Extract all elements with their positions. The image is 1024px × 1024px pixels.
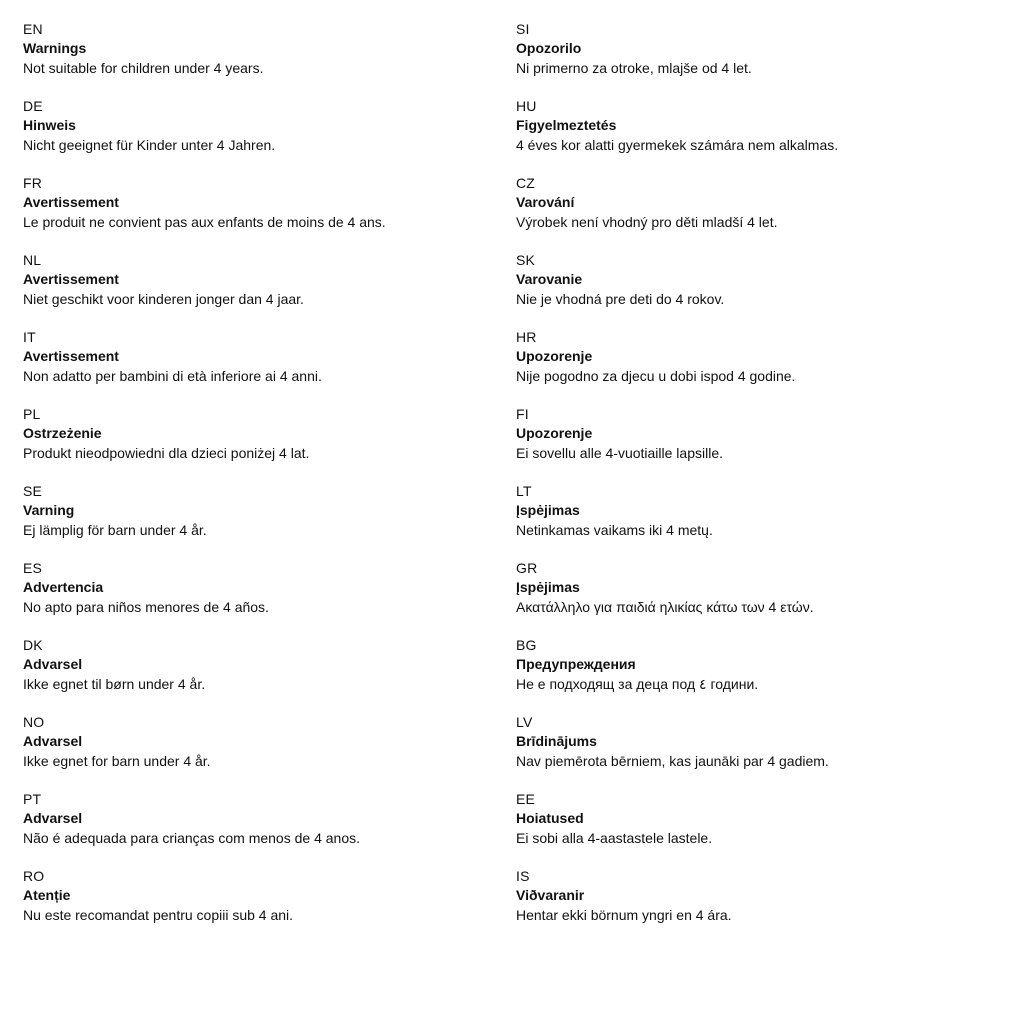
warning-title: Avertissement	[23, 271, 119, 288]
warning-text: Výrobek není vhodný pro děti mladší 4 let.	[516, 213, 778, 230]
warning-block-en	[23, 20, 503, 97]
language-code: EE	[516, 791, 536, 807]
language-code: HU	[516, 98, 537, 114]
warning-title: Opozorilo	[516, 40, 582, 57]
warning-title: Advarsel	[23, 656, 83, 673]
language-code: EN	[23, 21, 43, 37]
language-code: SK	[516, 252, 536, 268]
language-code: NO	[23, 714, 45, 730]
warning-text: Nie je vhodná pre deti do 4 rokov.	[516, 290, 725, 307]
warning-text: Not suitable for children under 4 years.	[23, 59, 264, 76]
warning-text: Ακατάλληλο για παιδιά ηλικίας κάτω των 4 ετών.	[516, 598, 814, 615]
warning-title: Upozorenje	[516, 425, 593, 442]
warning-title: Advarsel	[23, 733, 83, 750]
warning-block-se	[23, 482, 503, 559]
warning-title: Advertencia	[23, 579, 104, 596]
language-code: BG	[516, 637, 537, 653]
warning-title: Brīdinājums	[516, 733, 597, 750]
warning-title: Varovanie	[516, 271, 583, 288]
language-code: SE	[23, 483, 43, 499]
language-code: IT	[23, 329, 36, 345]
warning-block-is	[516, 867, 996, 944]
warning-block-pt	[23, 790, 503, 867]
warning-block-hu	[516, 97, 996, 174]
warning-block-it	[23, 328, 503, 405]
warning-block-lv	[516, 713, 996, 790]
language-code: DE	[23, 98, 43, 114]
warning-text: Netinkamas vaikams iki 4 metų.	[516, 521, 713, 538]
warning-text: No apto para niños menores de 4 años.	[23, 598, 269, 615]
warning-text: Nije pogodno za djecu u dobi ispod 4 godine.	[516, 367, 796, 384]
warning-block-bg	[516, 636, 996, 713]
warning-title: Įspėjimas	[516, 579, 580, 596]
warning-text: Ei sovellu alle 4-vuotiaille lapsille.	[516, 444, 723, 461]
language-code: FR	[23, 175, 43, 191]
language-code: SI	[516, 21, 530, 37]
warning-block-hr	[516, 328, 996, 405]
warning-text: Ikke egnet til børn under 4 år.	[23, 675, 206, 692]
warning-text: Ei sobi alla 4-aastastele lastele.	[516, 829, 713, 846]
warning-block-fr	[23, 174, 503, 251]
warning-block-si	[516, 20, 996, 97]
warning-text: Nav piemērota bērniem, kas jaunāki par 4 gadiem.	[516, 752, 829, 769]
language-code: HR	[516, 329, 537, 345]
warning-title: Avertissement	[23, 348, 119, 365]
warning-title: Įspėjimas	[516, 502, 580, 519]
warning-title: Hoiatused	[516, 810, 584, 827]
warning-block-ee	[516, 790, 996, 867]
warning-text: Nicht geeignet für Kinder unter 4 Jahren.	[23, 136, 276, 153]
warning-text: Ni primerno za otroke, mlajše od 4 let.	[516, 59, 752, 76]
warning-block-sk	[516, 251, 996, 328]
warning-block-pl	[23, 405, 503, 482]
warning-block-nl	[23, 251, 503, 328]
warning-text: 4 éves kor alatti gyermekek számára nem alkalmas.	[516, 136, 839, 153]
right-column	[516, 20, 996, 944]
warning-text: Ikke egnet for barn under 4 år.	[23, 752, 211, 769]
warning-title: Предупреждения	[516, 656, 636, 673]
warning-title: Atenție	[23, 887, 71, 904]
warning-text: Nu este recomandat pentru copiii sub 4 ani.	[23, 906, 294, 923]
warning-title: Ostrzeżenie	[23, 425, 102, 442]
warning-title: Advarsel	[23, 810, 83, 827]
language-code: DK	[23, 637, 43, 653]
warning-title: Avertissement	[23, 194, 119, 211]
warning-text: Le produit ne convient pas aux enfants de moins de 4 ans.	[23, 213, 386, 230]
warning-text: Niet geschikt voor kinderen jonger dan 4 jaar.	[23, 290, 304, 307]
language-code: GR	[516, 560, 538, 576]
language-code: PT	[23, 791, 42, 807]
warning-block-lt	[516, 482, 996, 559]
warning-title: Upozorenje	[516, 348, 593, 365]
language-code: ES	[23, 560, 43, 576]
language-code: NL	[23, 252, 42, 268]
warning-text: Не е подходящ за деца под ٤ години.	[516, 675, 759, 692]
left-column	[23, 20, 503, 944]
language-code: IS	[516, 868, 530, 884]
warning-block-cz	[516, 174, 996, 251]
language-code: PL	[23, 406, 41, 422]
warning-block-es	[23, 559, 503, 636]
warning-block-gr	[516, 559, 996, 636]
warning-block-dk	[23, 636, 503, 713]
warning-text: Non adatto per bambini di età inferiore ai 4 anni.	[23, 367, 322, 384]
warning-title: Varning	[23, 502, 75, 519]
warning-block-de	[23, 97, 503, 174]
warning-text: Hentar ekki börnum yngri en 4 ára.	[516, 906, 732, 923]
warning-text: Não é adequada para crianças com menos de 4 anos.	[23, 829, 360, 846]
warning-title: Warnings	[23, 40, 87, 57]
language-code: CZ	[516, 175, 536, 191]
warning-title: Figyelmeztetés	[516, 117, 617, 134]
warning-block-ro	[23, 867, 503, 944]
language-code: FI	[516, 406, 529, 422]
warning-text: Produkt nieodpowiedni dla dzieci poniżej 4 lat.	[23, 444, 310, 461]
language-code: LV	[516, 714, 533, 730]
warning-block-no	[23, 713, 503, 790]
language-code: LT	[516, 483, 532, 499]
language-code: RO	[23, 868, 45, 884]
warning-title: Varování	[516, 194, 575, 211]
warning-block-fi	[516, 405, 996, 482]
warning-title: Viðvaranir	[516, 887, 585, 904]
warning-text: Ej lämplig för barn under 4 år.	[23, 521, 207, 538]
warning-title: Hinweis	[23, 117, 76, 134]
